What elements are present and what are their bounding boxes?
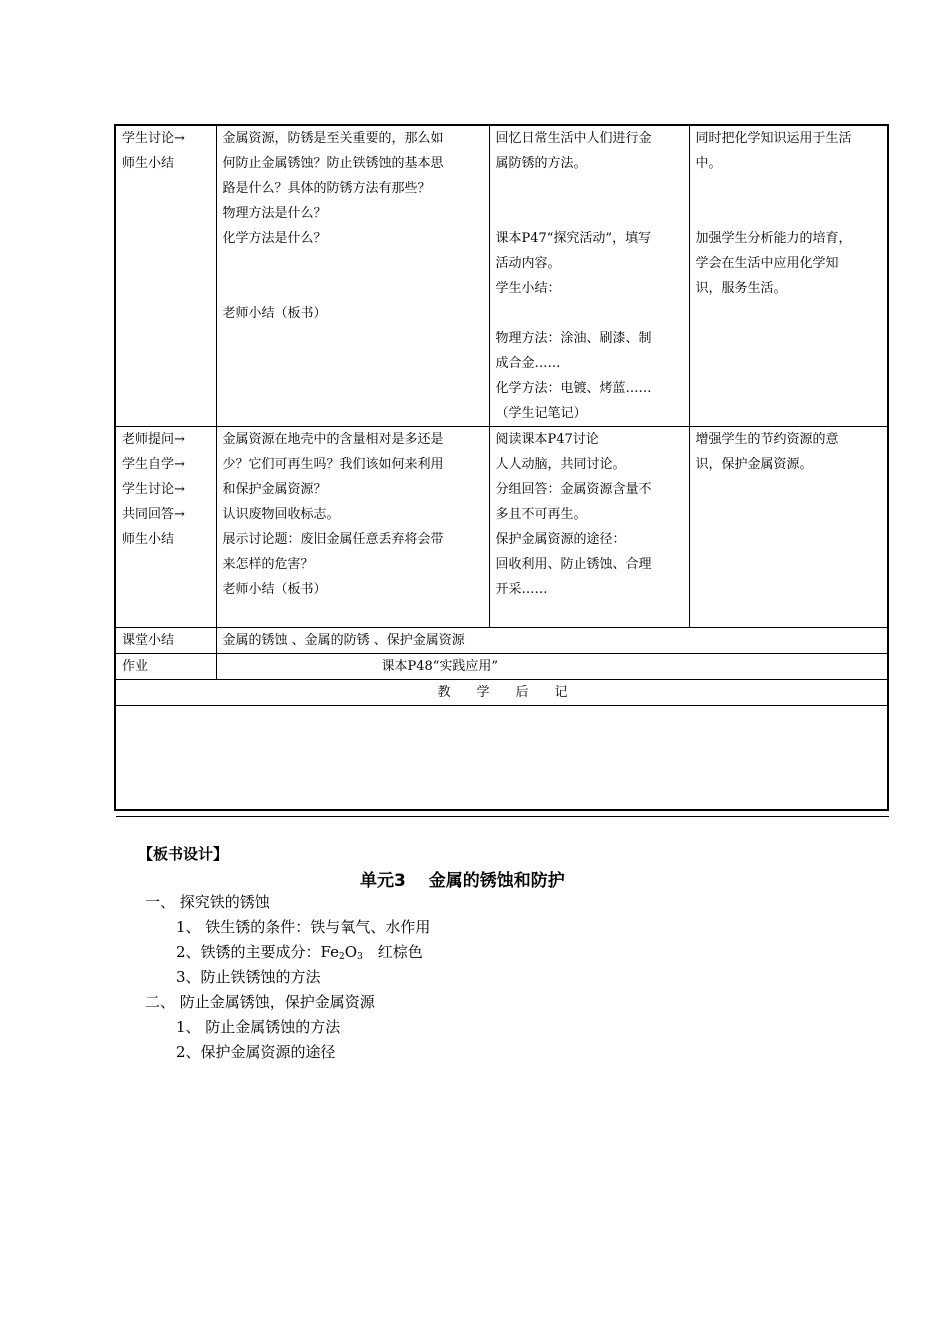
cell-line: 分组回答：金属资源含量不 (495, 482, 652, 497)
cell-line: 回收利用、防止锈蚀、合理 (495, 557, 652, 572)
section-heading: 一、 探究铁的锈蚀 (145, 893, 270, 911)
notes-header-row (116, 680, 889, 706)
table-row (116, 126, 889, 427)
homework-content (216, 654, 889, 680)
cell-line: 课本P47“探究活动”，填写 (495, 231, 652, 246)
cell-line: 识，保护金属资源。 (695, 457, 813, 472)
teacher-activity-cell (216, 126, 489, 427)
table-row (116, 427, 889, 628)
cell-line: 师生小结 (122, 156, 175, 171)
homework-label: 作业 (116, 654, 216, 680)
student-activity-cell (489, 427, 689, 628)
section-item: 1、 铁生锈的条件：铁与氧气、水作用 (176, 918, 431, 936)
design-intent-cell (689, 427, 889, 628)
cell-line: 阅读课本P47讨论 (495, 432, 599, 447)
section-item-rust (176, 942, 423, 967)
notes-header: 教 学 后 记 (116, 680, 889, 706)
cell-line: 中。 (695, 156, 722, 171)
cell-line: 展示讨论题：废旧金属任意丢弃将会带 (222, 532, 444, 547)
cell-line: 人人动脑，共同讨论。 (495, 457, 626, 472)
notes-area (116, 706, 889, 817)
homework-row (116, 654, 889, 680)
section-item: 3、防止铁锈蚀的方法 (176, 968, 321, 986)
cell-line: 金属资源在地壳中的含量相对是多还是 (222, 432, 444, 447)
cell-line: 路是什么？具体的防锈方法有那些？ (222, 181, 431, 196)
step-cell (116, 427, 216, 628)
rust-suffix: 红棕色 (362, 943, 423, 961)
cell-line: 少？它们可再生吗？我们该如何来利用 (222, 457, 444, 472)
cell-line: 活动内容。 (495, 256, 561, 271)
cell-line (696, 176, 884, 201)
cell-line (223, 251, 483, 276)
lesson-table-frame (114, 124, 889, 811)
summary-content: 金属的锈蚀 、金属的防锈 、保护金属资源 (216, 628, 889, 654)
cell-line: 学生讨论→ (122, 131, 185, 146)
cell-line (496, 176, 683, 201)
section-item: 2、保护金属资源的途径 (176, 1043, 336, 1061)
cell-line (696, 201, 884, 226)
rust-prefix: 2、铁锈的主要成分：Fe (176, 943, 340, 961)
cell-line: 何防止金属锈蚀？防止铁锈蚀的基本思 (222, 156, 444, 171)
cell-line: 学会在生活中应用化学知 (695, 256, 839, 271)
homework-text: 课本P48“实践应用” (381, 659, 499, 674)
cell-line: 和保护金属资源？ (222, 482, 327, 497)
cell-line: 金属资源，防锈是至关重要的，那么如 (222, 131, 444, 146)
cell-line (496, 301, 683, 326)
teacher-activity-cell (216, 427, 489, 628)
summary-label: 课堂小结 (116, 628, 216, 654)
cell-line: 共同回答→ (122, 507, 185, 522)
cell-line: 老师小结（板书） (222, 306, 327, 321)
cell-line: 多且不可再生。 (495, 507, 587, 522)
board-label: 【板书设计】 (138, 845, 229, 863)
section-heading: 二、 防止金属锈蚀，保护金属资源 (145, 993, 375, 1011)
cell-line: 识，服务生活。 (695, 281, 787, 296)
cell-line: 增强学生的节约资源的意 (695, 432, 839, 447)
cell-line: 属防锈的方法。 (495, 156, 587, 171)
cell-line: 成合金…… (495, 356, 561, 371)
cell-line: 化学方法：电镀、烤蓝…… (495, 381, 652, 396)
board-title: 单元3 金属的锈蚀和防护 (360, 871, 565, 891)
cell-line: 开采…… (495, 582, 548, 597)
cell-line: （学生记笔记） (495, 406, 587, 421)
summary-row (116, 628, 889, 654)
design-intent-cell (689, 126, 889, 427)
rust-sub1: 2 (339, 952, 345, 962)
cell-line: 认识废物回收标志。 (222, 507, 340, 522)
cell-line: 学生讨论→ (122, 482, 185, 497)
cell-line: 化学方法是什么？ (222, 231, 327, 246)
cell-line: 来怎样的危害？ (222, 557, 314, 572)
cell-line: 物理方法：涂油、刷漆、制 (495, 331, 652, 346)
cell-line: 学生自学→ (122, 457, 185, 472)
cell-line: 老师提问→ (122, 432, 185, 447)
cell-line: 加强学生分析能力的培育， (695, 231, 852, 246)
cell-line: 同时把化学知识运用于生活 (695, 131, 852, 146)
cell-line: 师生小结 (122, 532, 175, 547)
cell-line: 物理方法是什么？ (222, 206, 327, 221)
section-item: 1、 防止金属锈蚀的方法 (176, 1018, 341, 1036)
cell-line: 保护金属资源的途径： (495, 532, 626, 547)
student-activity-cell (489, 126, 689, 427)
lesson-table (116, 126, 889, 817)
cell-line: 学生小结： (495, 281, 561, 296)
rust-mid: O (344, 943, 358, 961)
rust-sub2: 3 (357, 952, 363, 962)
cell-line: 老师小结（板书） (222, 582, 327, 597)
notes-row (116, 706, 889, 817)
cell-line: 回忆日常生活中人们进行金 (495, 131, 652, 146)
step-cell (116, 126, 216, 427)
cell-line (223, 276, 483, 301)
cell-line (496, 201, 683, 226)
